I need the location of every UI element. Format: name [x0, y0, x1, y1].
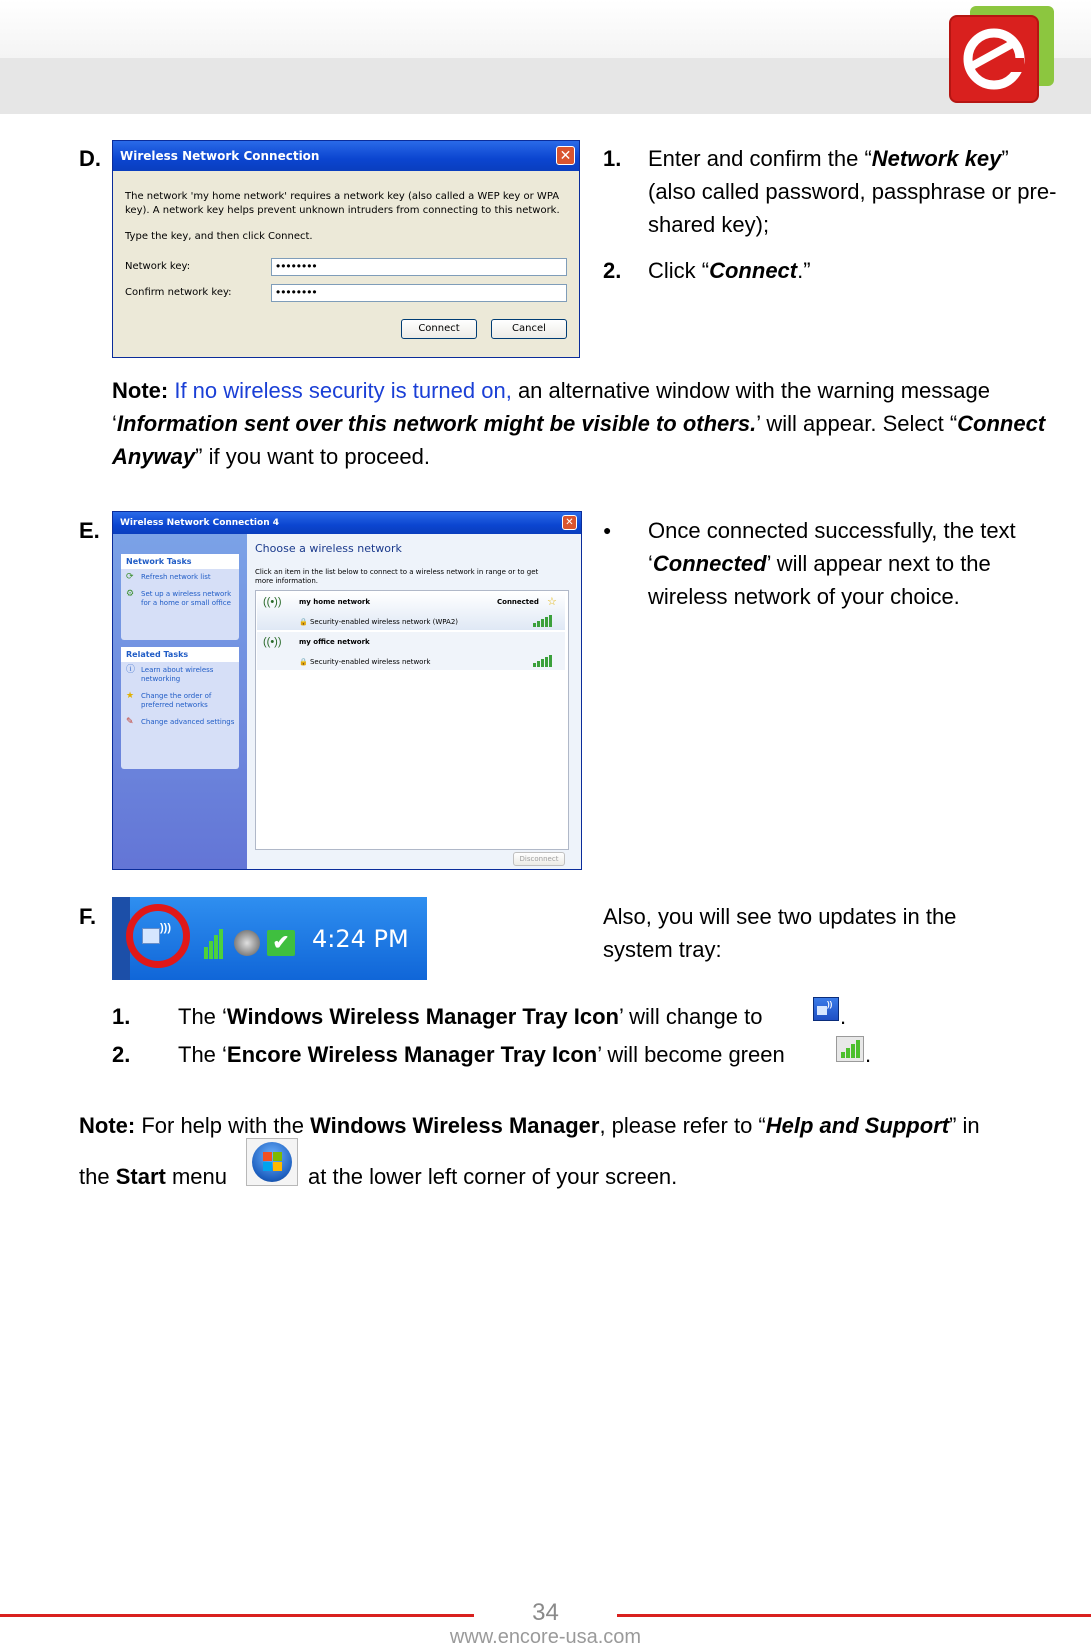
footer-url[interactable]: www.encore-usa.com [449, 1626, 642, 1648]
check-icon: ✔ [267, 930, 295, 956]
network-key-input[interactable]: •••••••• [271, 258, 567, 276]
wireless-network-window [112, 511, 582, 870]
tray-item-2-text: The ‘Encore Wireless Manager Tray Icon’ will become green [178, 1042, 785, 1067]
star-icon: ★ [126, 691, 135, 701]
tray-item-1-number: 1. [112, 1004, 131, 1029]
dialog-instruction: Type the key, and then click Connect. [125, 231, 313, 242]
speaker-icon [234, 930, 260, 956]
connected-text: Once connected successfully, the text ‘Connected’ will appear next to the wireless network of your choice. [648, 518, 1016, 609]
tray-item-1-end: . [840, 1004, 847, 1029]
header-band [0, 58, 1091, 114]
section-e-label: E. [79, 518, 100, 543]
setup-wireless-network-link[interactable]: ⚙ Set up a wireless network for a home or small office [126, 589, 232, 607]
tray-item-2-number: 2. [112, 1042, 131, 1067]
start-button-icon [246, 1138, 298, 1186]
encore-green-tray-icon [836, 1036, 864, 1062]
network-item-home[interactable] [257, 592, 565, 630]
tray-clock: 4:24 PM [312, 925, 409, 953]
related-tasks-header: Related Tasks [121, 647, 239, 662]
note-security: Note: If no wireless security is turned on, an alternative window with the warning message ‘Information sent over this network might be visible to others.’ will appear. Select “Connect Anyway” if you want to proceed. [112, 378, 1046, 469]
section-d-label: D. [79, 146, 101, 171]
main-pane [247, 534, 582, 870]
network-key-dialog [112, 140, 580, 358]
close-icon[interactable]: ✕ [556, 146, 575, 165]
step-1-number: 1. [603, 146, 622, 171]
network-security: 🔒 Security-enabled wireless network (WPA2) [299, 618, 459, 626]
change-order-link[interactable]: ★ Change the order of preferred networks [126, 691, 212, 709]
network-name: my home network [299, 598, 371, 606]
bullet: ● [603, 522, 612, 538]
star-icon: ☆ [547, 596, 557, 608]
network-status: Connected [497, 598, 539, 606]
tray-updates-text: Also, you will see two updates in the system tray: [603, 904, 957, 962]
settings-icon: ✎ [126, 717, 134, 727]
dialog-title: Wireless Network Connection [120, 149, 320, 163]
related-tasks-panel [121, 647, 239, 769]
network-list [255, 590, 569, 850]
step-2-number: 2. [603, 258, 622, 283]
learn-wireless-link[interactable]: ⓘ Learn about wireless networking [126, 665, 214, 683]
signal-bars-icon [204, 927, 224, 959]
close-icon[interactable]: ✕ [562, 515, 577, 530]
window-titlebar [113, 512, 581, 534]
change-advanced-settings-link[interactable]: ✎ Change advanced settings [126, 717, 235, 727]
dialog-message: The network 'my home network' requires a network key (also called a WEP key or WPA key). A network key helps prevent unknown intruders from connecting to this network. [125, 191, 560, 216]
setup-icon: ⚙ [126, 589, 135, 599]
signal-bars-icon [533, 655, 555, 667]
cancel-button[interactable]: Cancel [491, 319, 567, 339]
step-2-text: Click “Connect.” [648, 258, 811, 283]
network-name: my office network [299, 638, 370, 646]
signal-bars-icon [533, 615, 555, 627]
network-item-office[interactable] [257, 632, 565, 670]
page-number: 34 [532, 1599, 559, 1626]
network-tasks-panel [121, 554, 239, 640]
main-description: Click an item in the list below to connect to a wireless network in range or to get more information. [255, 568, 539, 585]
network-tasks-header: Network Tasks [121, 554, 239, 569]
confirm-key-label: Confirm network key: [125, 287, 232, 298]
task-sidebar [113, 534, 247, 870]
note-security-highlight: If no wireless security is turned on, [174, 378, 512, 403]
antenna-icon: ((•)) [263, 596, 282, 608]
refresh-icon: ⟳ [126, 572, 134, 582]
step-1-text: Enter and confirm the “Network key” (also called password, passphrase or pre-shared key); [648, 146, 1057, 237]
confirm-key-input[interactable]: •••••••• [271, 284, 567, 302]
tray-item-2-end: . [865, 1042, 872, 1067]
note-help: Note: For help with the Windows Wireless Manager, please refer to “Help and Support” in [79, 1113, 980, 1138]
info-icon: ⓘ [126, 665, 136, 675]
note-help-line2: the Start menu [79, 1164, 227, 1189]
disconnect-button[interactable]: Disconnect [513, 852, 565, 866]
connect-button[interactable]: Connect [401, 319, 477, 339]
refresh-network-list-link[interactable]: ⟳ Refresh network list [126, 572, 211, 582]
main-heading: Choose a wireless network [255, 542, 402, 555]
window-title: Wireless Network Connection 4 [120, 518, 279, 528]
network-key-label: Network key: [125, 261, 191, 272]
note-help-line2-end: at the lower left corner of your screen. [308, 1164, 678, 1189]
tray-item-1-text: The ‘Windows Wireless Manager Tray Icon’ will change to [178, 1004, 763, 1029]
wireless-tray-icon: ))) [142, 922, 172, 948]
antenna-icon: ((•)) [263, 636, 282, 648]
encore-logo [948, 6, 1056, 104]
dialog-titlebar [113, 141, 579, 171]
system-tray-screenshot [112, 897, 427, 980]
windows-wireless-tray-icon: )) [813, 997, 839, 1021]
header-fade [0, 0, 1091, 58]
network-security: 🔒 Security-enabled wireless network [299, 658, 431, 666]
lock-icon: 🔒 [299, 618, 308, 626]
section-f-label: F. [79, 904, 97, 929]
lock-icon: 🔒 [299, 658, 308, 666]
